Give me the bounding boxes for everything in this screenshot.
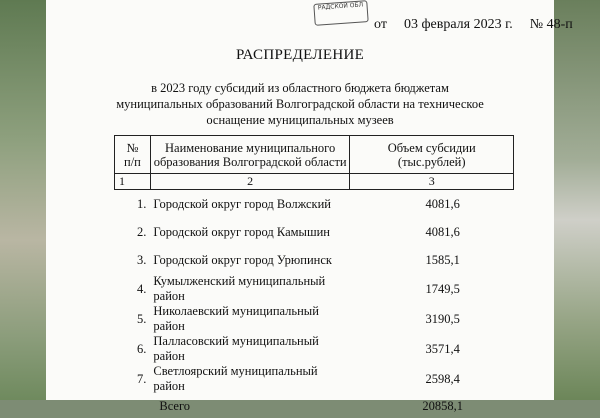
background-left	[0, 0, 46, 400]
total-row	[115, 394, 514, 418]
municipality-name: Светлоярский муниципальный район	[153, 364, 318, 393]
subtitle-line: оснащение муниципальных музеев	[206, 113, 394, 127]
column-number: 2	[150, 174, 350, 190]
municipality-name: Городской округ город Камышин	[153, 224, 330, 239]
row-number: 4.	[137, 281, 147, 296]
table-row	[115, 274, 514, 304]
subsidy-value: 4081,6	[425, 224, 460, 239]
table-row	[115, 304, 514, 334]
header-number-sign: №	[529, 17, 544, 32]
subsidy-value: 2598,4	[425, 371, 460, 386]
municipality-name: Кумылженский муниципальный район	[153, 274, 326, 303]
subsidy-value: 3190,5	[425, 311, 460, 326]
row-number: 2.	[137, 224, 147, 239]
table-row	[115, 246, 514, 274]
header-prefix: от	[374, 17, 387, 32]
column-number: 3	[350, 174, 514, 190]
header-number: 48-п	[546, 17, 573, 32]
row-number: 1.	[137, 196, 147, 211]
row-number: 7.	[137, 371, 147, 386]
column-number-row	[115, 174, 514, 190]
document-page	[46, 0, 573, 413]
table-row	[115, 190, 514, 219]
header-date: 03 февраля 2023 г.	[403, 17, 513, 32]
distribution-table	[114, 135, 514, 418]
document-subtitle	[116, 80, 484, 128]
subsidy-value: 1585,1	[425, 252, 460, 267]
subtitle-line: в 2023 году субсидий из областного бюджета бюджетам	[151, 81, 449, 95]
subsidy-value: 4081,6	[425, 196, 460, 211]
table-row	[115, 334, 514, 364]
total-label: Всего	[159, 398, 191, 413]
subsidy-value: 3571,4	[425, 341, 460, 356]
municipality-name: Городской округ город Волжский	[153, 196, 331, 211]
municipality-name: Палласовский муниципальный район	[153, 334, 319, 363]
stamp-text: РАДСКОЙ ОБЛ	[317, 1, 364, 12]
header-name: Наименование муниципального образования Волгоградской области	[150, 136, 350, 174]
total-spacer	[115, 394, 151, 418]
row-number: 6.	[137, 341, 147, 356]
municipality-name: Городской округ город Урюпинск	[153, 252, 332, 267]
document-header	[374, 17, 573, 33]
municipality-name: Николаевский муниципальный район	[153, 304, 319, 333]
row-number: 3.	[137, 252, 147, 267]
background-right	[554, 0, 600, 400]
total-value: 20858,1	[422, 398, 464, 413]
header-num: № п/п	[115, 136, 151, 174]
table-row	[115, 218, 514, 246]
column-number: 1	[115, 174, 151, 190]
table-header-row	[115, 136, 514, 174]
table-row	[115, 364, 514, 394]
subtitle-line: муниципальных образований Волгоградской области на техническое	[116, 97, 484, 111]
seal-stamp	[313, 0, 368, 26]
document-title: РАСПРЕДЕЛЕНИЕ	[235, 47, 365, 63]
row-number: 5.	[137, 311, 147, 326]
subsidy-value: 1749,5	[425, 281, 460, 296]
header-value: Объем субсидии (тыс.рублей)	[350, 136, 514, 174]
